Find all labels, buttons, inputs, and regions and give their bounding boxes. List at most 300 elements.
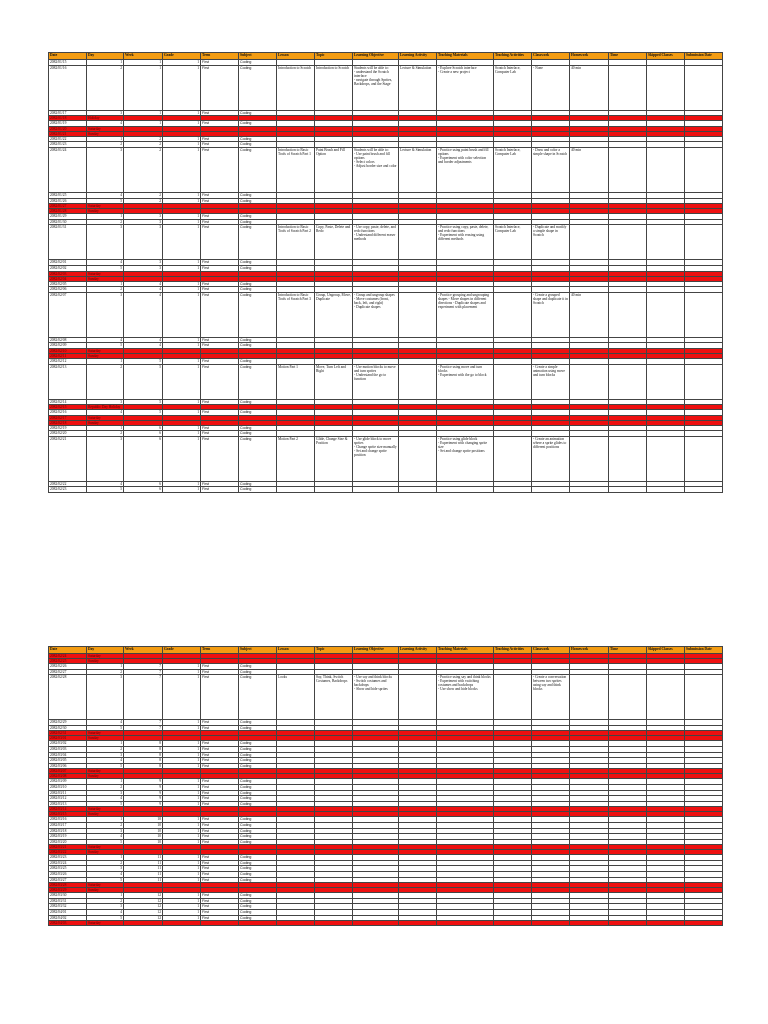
table-cell[interactable]: 6 <box>124 431 163 437</box>
table-cell[interactable]: 2082/02/07 <box>49 292 87 337</box>
table-cell[interactable]: - Practice using copy, paste, delete, and redo functions - Experiment with erasing using different methods <box>437 225 494 260</box>
table-cell[interactable]: First <box>201 265 239 271</box>
column-header[interactable]: Subject <box>239 53 277 60</box>
table-cell[interactable]: 2 <box>87 784 124 790</box>
table-cell[interactable]: 2082/02/21 <box>49 436 87 481</box>
table-cell[interactable]: First <box>201 343 239 349</box>
table-cell[interactable]: 4 <box>87 758 124 764</box>
table-cell[interactable]: 2082/02/02 <box>49 265 87 271</box>
table-cell[interactable]: 4 <box>87 121 124 127</box>
table-cell[interactable]: 3 <box>87 828 124 834</box>
table-cell[interactable] <box>570 487 609 493</box>
table-cell[interactable]: 7 <box>124 669 163 675</box>
table-cell[interactable]: Lecture & Simulation <box>399 147 437 192</box>
table-cell[interactable]: First <box>201 110 239 116</box>
table-cell[interactable]: Coding <box>239 822 277 828</box>
table-cell[interactable]: Coding <box>239 147 277 192</box>
table-cell[interactable]: First <box>201 746 239 752</box>
table-cell[interactable]: Looks <box>277 675 315 720</box>
table-cell[interactable]: 1 <box>163 287 201 293</box>
table-cell[interactable]: 1 <box>87 817 124 823</box>
table-cell[interactable]: Coding <box>239 746 277 752</box>
table-cell[interactable]: Coding <box>239 796 277 802</box>
table-cell[interactable]: 2082/02/08 <box>49 337 87 343</box>
column-header[interactable]: Submission Date <box>685 647 723 654</box>
table-cell[interactable]: 2082/02/14 <box>49 399 87 405</box>
table-cell[interactable]: Students will be able to: - Use paint brush and fill options - Select colors - Adjust border size and color <box>353 147 399 192</box>
table-cell[interactable] <box>163 921 201 926</box>
table-cell[interactable]: 1 <box>87 664 124 670</box>
table-cell[interactable]: First <box>201 481 239 487</box>
table-cell[interactable]: Scratch Interface, Computer Lab <box>494 65 532 110</box>
table-cell[interactable]: 2082/01/25 <box>49 192 87 198</box>
table-cell[interactable]: Coding <box>239 877 277 883</box>
table-cell[interactable]: 2082/01/21 <box>49 131 87 136</box>
table-cell[interactable]: 4 <box>87 481 124 487</box>
table-cell[interactable]: Sunday <box>87 888 124 893</box>
table-cell[interactable]: 2082/02/06 <box>49 287 87 293</box>
table-cell[interactable] <box>647 292 685 337</box>
table-cell[interactable]: First <box>201 260 239 266</box>
table-cell[interactable]: 12 <box>124 893 163 899</box>
table-cell[interactable]: Coding <box>239 675 277 720</box>
table-cell[interactable]: 40 min <box>570 65 609 110</box>
table-cell[interactable]: Coding <box>239 915 277 921</box>
table-cell[interactable] <box>609 675 647 720</box>
table-cell[interactable]: Scratch Interface, Computer Lab <box>494 225 532 260</box>
table-cell[interactable]: - Use say and think blocks - Switch costumes and backdrops - Show and hide sprites <box>353 675 399 720</box>
table-cell[interactable]: 4 <box>87 192 124 198</box>
table-cell[interactable] <box>609 292 647 337</box>
column-header[interactable]: Teaching Materials <box>437 647 494 654</box>
table-cell[interactable]: 2082/02/30 <box>49 725 87 731</box>
table-cell[interactable]: 4 <box>124 287 163 293</box>
table-cell[interactable] <box>685 225 723 260</box>
table-cell[interactable]: Coding <box>239 265 277 271</box>
table-cell[interactable]: 2082/02/03 <box>49 271 87 276</box>
table-cell[interactable]: 1 <box>163 904 201 910</box>
table-cell[interactable]: First <box>201 431 239 437</box>
table-cell[interactable]: 9 <box>124 796 163 802</box>
column-header[interactable]: Grade <box>163 647 201 654</box>
table-cell[interactable]: Coding <box>239 192 277 198</box>
table-cell[interactable]: 5 <box>124 410 163 416</box>
table-cell[interactable]: 1 <box>163 828 201 834</box>
table-cell[interactable]: 2082/03/05 <box>49 758 87 764</box>
table-cell[interactable]: Coding <box>239 436 277 481</box>
table-cell[interactable]: Saturday <box>87 883 124 888</box>
table-cell[interactable] <box>399 675 437 720</box>
table-cell[interactable]: 3 <box>87 866 124 872</box>
table-cell[interactable]: Coding <box>239 60 277 66</box>
table-cell[interactable]: 2082/03/07 <box>49 769 87 774</box>
table-cell[interactable]: 2082/01/15 <box>49 60 87 66</box>
column-header[interactable]: Day <box>87 53 124 60</box>
table-cell[interactable]: Coding <box>239 904 277 910</box>
table-cell[interactable]: 2082/03/22 <box>49 850 87 855</box>
table-cell[interactable]: 2082/02/29 <box>49 720 87 726</box>
table-cell[interactable]: 1 <box>87 358 124 364</box>
table-cell[interactable]: Coding <box>239 214 277 220</box>
table-cell[interactable] <box>399 292 437 337</box>
column-header[interactable]: Week <box>124 647 163 654</box>
table-cell[interactable]: Scratch Interface, Computer Lab <box>494 147 532 192</box>
table-cell[interactable]: Coding <box>239 779 277 785</box>
table-cell[interactable]: 1 <box>163 898 201 904</box>
table-cell[interactable]: 2082/03/26 <box>49 872 87 878</box>
table-cell[interactable]: First <box>201 839 239 845</box>
table-cell[interactable]: 12 <box>124 910 163 916</box>
table-cell[interactable]: 2082/02/16 <box>49 410 87 416</box>
column-header[interactable]: Day <box>87 647 124 654</box>
table-cell[interactable]: Sunday <box>87 209 124 214</box>
column-header[interactable]: Lesson <box>277 53 315 60</box>
table-cell[interactable]: First <box>201 910 239 916</box>
table-cell[interactable] <box>685 487 723 493</box>
table-cell[interactable]: First <box>201 675 239 720</box>
table-cell[interactable] <box>437 487 494 493</box>
table-cell[interactable]: 1 <box>163 839 201 845</box>
table-cell[interactable]: Coding <box>239 481 277 487</box>
table-cell[interactable]: Coding <box>239 866 277 872</box>
table-cell[interactable]: Coding <box>239 225 277 260</box>
table-cell[interactable]: 1 <box>163 866 201 872</box>
table-cell[interactable]: 1 <box>163 410 201 416</box>
table-cell[interactable]: 4 <box>87 260 124 266</box>
table-cell[interactable]: 1 <box>163 281 201 287</box>
table-cell[interactable]: 1 <box>163 669 201 675</box>
table-cell[interactable]: Coding <box>239 758 277 764</box>
table-cell[interactable]: 1 <box>87 214 124 220</box>
column-header[interactable]: Submission Date <box>685 53 723 60</box>
table-cell[interactable]: Coding <box>239 364 277 399</box>
table-cell[interactable] <box>685 436 723 481</box>
table-cell[interactable]: 1 <box>163 790 201 796</box>
table-cell[interactable] <box>277 487 315 493</box>
table-cell[interactable]: 10 <box>124 834 163 840</box>
table-cell[interactable]: Coding <box>239 784 277 790</box>
table-cell[interactable]: First <box>201 664 239 670</box>
table-cell[interactable]: First <box>201 147 239 192</box>
table-cell[interactable]: Motion Part 1 <box>277 364 315 399</box>
table-cell[interactable]: 2082/03/02 <box>49 741 87 747</box>
table-cell[interactable]: 2082/02/11 <box>49 353 87 358</box>
table-cell[interactable]: 2082/02/23 <box>49 487 87 493</box>
table-cell[interactable]: 1 <box>163 893 201 899</box>
column-header[interactable]: Term <box>201 53 239 60</box>
table-cell[interactable] <box>570 921 609 926</box>
table-cell[interactable]: 2 <box>124 142 163 148</box>
table-cell[interactable]: Sunday <box>87 131 124 136</box>
table-cell[interactable]: Coding <box>239 855 277 861</box>
column-header[interactable]: Classwork <box>532 647 570 654</box>
table-cell[interactable] <box>647 147 685 192</box>
table-cell[interactable]: - Practice using move and turn blocks - Experiment with the go to block <box>437 364 494 399</box>
table-cell[interactable] <box>609 921 647 926</box>
table-cell[interactable]: 4 <box>124 343 163 349</box>
table-cell[interactable]: 1 <box>163 834 201 840</box>
table-cell[interactable]: 4 <box>124 337 163 343</box>
table-cell[interactable]: First <box>201 720 239 726</box>
table-cell[interactable] <box>647 487 685 493</box>
table-cell[interactable] <box>609 225 647 260</box>
table-cell[interactable]: 40 min <box>570 147 609 192</box>
table-cell[interactable]: 5 <box>87 801 124 807</box>
table-cell[interactable]: - Create an animation where a sprite glides to different positions <box>532 436 570 481</box>
table-cell[interactable]: 1 <box>163 431 201 437</box>
table-cell[interactable]: 11 <box>124 855 163 861</box>
table-cell[interactable]: 1 <box>124 60 163 66</box>
table-cell[interactable]: Saturday <box>87 807 124 812</box>
table-cell[interactable]: 2082/02/20 <box>49 431 87 437</box>
table-cell[interactable]: Coding <box>239 136 277 142</box>
table-cell[interactable]: 7 <box>124 725 163 731</box>
table-cell[interactable]: 2 <box>124 198 163 204</box>
table-cell[interactable]: 1 <box>163 399 201 405</box>
table-cell[interactable]: First <box>201 198 239 204</box>
table-cell[interactable]: 2082/02/28 <box>49 675 87 720</box>
table-cell[interactable]: 1 <box>87 779 124 785</box>
table-cell[interactable]: 5 <box>124 358 163 364</box>
table-cell[interactable]: 1 <box>163 292 201 337</box>
table-cell[interactable]: Coding <box>239 669 277 675</box>
table-cell[interactable]: 3 <box>87 147 124 192</box>
table-cell[interactable]: Coding <box>239 828 277 834</box>
table-cell[interactable]: 2082/01/27 <box>49 204 87 209</box>
table-cell[interactable]: 1 <box>163 784 201 790</box>
table-cell[interactable] <box>494 436 532 481</box>
table-cell[interactable]: 6 <box>124 436 163 481</box>
table-cell[interactable]: 4 <box>87 872 124 878</box>
column-header[interactable]: Skipped Classes <box>647 647 685 654</box>
table-cell[interactable]: - Explore Scratch interface - Create a new project <box>437 65 494 110</box>
table-cell[interactable]: Group, Ungroup, Move, Duplicate <box>315 292 353 337</box>
table-cell[interactable]: 1 <box>163 910 201 916</box>
table-cell[interactable]: 5 <box>87 487 124 493</box>
column-header[interactable]: Homework <box>570 53 609 60</box>
table-cell[interactable]: 6 <box>124 425 163 431</box>
table-cell[interactable] <box>315 487 353 493</box>
table-cell[interactable]: Saturday <box>87 654 124 659</box>
table-cell[interactable]: Coding <box>239 790 277 796</box>
table-cell[interactable]: 8 <box>124 741 163 747</box>
table-cell[interactable] <box>315 921 353 926</box>
table-cell[interactable]: First <box>201 287 239 293</box>
table-cell[interactable] <box>570 436 609 481</box>
table-cell[interactable] <box>647 675 685 720</box>
table-cell[interactable]: Coding <box>239 281 277 287</box>
table-cell[interactable]: 11 <box>124 877 163 883</box>
table-cell[interactable]: 3 <box>87 752 124 758</box>
table-cell[interactable] <box>277 921 315 926</box>
table-cell[interactable]: 1 <box>163 675 201 720</box>
table-cell[interactable]: Coding <box>239 65 277 110</box>
table-cell[interactable]: - Practice using paint brush and fill options - Experiment with color selection and border adjustments <box>437 147 494 192</box>
table-cell[interactable]: First <box>201 487 239 493</box>
table-cell[interactable]: Coding <box>239 198 277 204</box>
table-cell[interactable] <box>609 364 647 399</box>
table-cell[interactable] <box>570 675 609 720</box>
table-cell[interactable]: 2 <box>124 147 163 192</box>
table-cell[interactable]: - Group and ungroup shapes - Move costumes (front, back, left, and right) - Duplicate shapes <box>353 292 399 337</box>
table-cell[interactable]: 1 <box>163 741 201 747</box>
table-cell[interactable]: 12 <box>124 904 163 910</box>
column-header[interactable]: Learning Objective <box>353 647 399 654</box>
table-cell[interactable]: 2082/02/01 <box>49 260 87 266</box>
table-cell[interactable]: First <box>201 337 239 343</box>
table-cell[interactable]: 1 <box>163 860 201 866</box>
table-cell[interactable]: Coding <box>239 121 277 127</box>
table-cell[interactable]: 1 <box>163 487 201 493</box>
table-cell[interactable]: Republic Day Holiday <box>87 405 124 410</box>
table-cell[interactable]: - Use glide block to move sprites - Change sprite size manually - Set and change sprite position <box>353 436 399 481</box>
table-cell[interactable]: 40 min <box>570 292 609 337</box>
table-cell[interactable]: Coding <box>239 752 277 758</box>
table-cell[interactable]: 1 <box>87 855 124 861</box>
table-cell[interactable] <box>201 921 239 926</box>
table-cell[interactable]: First <box>201 121 239 127</box>
table-cell[interactable]: Coding <box>239 893 277 899</box>
table-cell[interactable]: Paint Brush and Fill Option <box>315 147 353 192</box>
table-cell[interactable] <box>647 225 685 260</box>
table-cell[interactable]: 1 <box>163 758 201 764</box>
table-cell[interactable]: First <box>201 725 239 731</box>
table-cell[interactable]: Coding <box>239 487 277 493</box>
table-cell[interactable]: 7 <box>124 664 163 670</box>
table-cell[interactable]: 2082/01/16 <box>49 65 87 110</box>
table-cell[interactable]: 4 <box>87 337 124 343</box>
table-cell[interactable]: 2082/02/05 <box>49 281 87 287</box>
table-cell[interactable]: 2 <box>87 219 124 225</box>
table-cell[interactable]: First <box>201 292 239 337</box>
table-cell[interactable]: Coding <box>239 664 277 670</box>
table-cell[interactable]: 1 <box>163 110 201 116</box>
table-cell[interactable]: 2082/03/15 <box>49 812 87 817</box>
table-cell[interactable]: 2082/02/12 <box>49 358 87 364</box>
table-cell[interactable]: 2082/01/30 <box>49 219 87 225</box>
table-cell[interactable]: 10 <box>124 822 163 828</box>
table-cell[interactable] <box>685 364 723 399</box>
column-header[interactable]: Topic <box>315 647 353 654</box>
table-cell[interactable]: - Duplicate and modify a simple shape in Scratch <box>532 225 570 260</box>
table-cell[interactable]: 2082/03/06 <box>49 763 87 769</box>
table-cell[interactable] <box>494 292 532 337</box>
table-cell[interactable]: First <box>201 669 239 675</box>
table-cell[interactable]: 1 <box>87 741 124 747</box>
table-cell[interactable]: 2082/03/18 <box>49 828 87 834</box>
table-cell[interactable]: 2082/03/19 <box>49 834 87 840</box>
table-cell[interactable]: 1 <box>163 746 201 752</box>
table-cell[interactable]: 2082/02/24 <box>49 654 87 659</box>
table-cell[interactable]: Sunday <box>87 812 124 817</box>
table-cell[interactable]: 2 <box>87 822 124 828</box>
table-cell[interactable]: 9 <box>124 784 163 790</box>
table-cell[interactable]: 2082/02/13 <box>49 364 87 399</box>
table-cell[interactable] <box>494 921 532 926</box>
table-cell[interactable]: 11 <box>124 860 163 866</box>
table-cell[interactable] <box>609 487 647 493</box>
table-cell[interactable] <box>399 364 437 399</box>
column-header[interactable]: Time <box>609 647 647 654</box>
table-cell[interactable] <box>647 364 685 399</box>
table-cell[interactable]: Say, Think, Switch Costumes, Backdrops <box>315 675 353 720</box>
table-cell[interactable]: 2082/03/32 <box>49 904 87 910</box>
table-cell[interactable]: 1 <box>163 801 201 807</box>
table-cell[interactable]: 2 <box>87 860 124 866</box>
table-cell[interactable]: Saturday <box>87 415 124 420</box>
table-cell[interactable]: Sunday <box>87 659 124 664</box>
table-cell[interactable]: 2082/02/22 <box>49 481 87 487</box>
table-cell[interactable]: First <box>201 866 239 872</box>
column-header[interactable]: Term <box>201 647 239 654</box>
table-cell[interactable]: 2082/03/16 <box>49 817 87 823</box>
table-cell[interactable]: 5 <box>124 364 163 399</box>
table-cell[interactable]: Coding <box>239 839 277 845</box>
table-cell[interactable] <box>399 436 437 481</box>
table-cell[interactable]: 2082/03/24 <box>49 860 87 866</box>
table-cell[interactable]: 9 <box>124 779 163 785</box>
table-cell[interactable]: 1 <box>163 763 201 769</box>
table-cell[interactable]: 3 <box>87 790 124 796</box>
table-cell[interactable]: Coding <box>239 142 277 148</box>
table-cell[interactable]: 1 <box>163 147 201 192</box>
table-cell[interactable]: - Create a simple animation using move and turn blocks <box>532 364 570 399</box>
table-cell[interactable]: 1 <box>124 110 163 116</box>
table-cell[interactable]: Saturday <box>87 921 124 926</box>
table-cell[interactable]: 12 <box>124 915 163 921</box>
table-cell[interactable]: 2082/01/22 <box>49 136 87 142</box>
table-cell[interactable]: 3 <box>87 110 124 116</box>
table-cell[interactable] <box>609 65 647 110</box>
table-cell[interactable]: 2082/03/12 <box>49 796 87 802</box>
table-cell[interactable]: 10 <box>124 828 163 834</box>
table-cell[interactable]: Sunday <box>87 420 124 425</box>
table-cell[interactable]: 2082/01/31 <box>49 225 87 260</box>
table-cell[interactable]: 1 <box>163 225 201 260</box>
table-cell[interactable]: First <box>201 410 239 416</box>
table-cell[interactable]: 1 <box>124 121 163 127</box>
table-cell[interactable]: - Practice using glide block - Experiment with changing sprite size - Set and change sprite positions <box>437 436 494 481</box>
table-cell[interactable]: 1 <box>163 664 201 670</box>
table-cell[interactable]: Saturday <box>87 204 124 209</box>
table-cell[interactable]: 2082/03/01 <box>49 736 87 741</box>
table-cell[interactable] <box>685 65 723 110</box>
table-cell[interactable]: First <box>201 790 239 796</box>
table-cell[interactable]: Coding <box>239 337 277 343</box>
table-cell[interactable]: 4 <box>87 834 124 840</box>
table-cell[interactable]: 2082/03/25 <box>49 866 87 872</box>
table-cell[interactable]: 2082/02/04 <box>49 276 87 281</box>
table-cell[interactable]: First <box>201 425 239 431</box>
table-cell[interactable]: Coding <box>239 801 277 807</box>
table-cell[interactable]: 2 <box>87 287 124 293</box>
table-cell[interactable]: 6 <box>124 481 163 487</box>
table-cell[interactable]: 2 <box>87 142 124 148</box>
table-cell[interactable]: - Practice grouping and ungrouping shapes - Move shapes in different directions - Duplicate shapes and experiment with placement <box>437 292 494 337</box>
table-cell[interactable]: Introduction to Basic Tools of Scratch Part 3 <box>277 292 315 337</box>
table-cell[interactable]: First <box>201 364 239 399</box>
table-cell[interactable]: 2082/03/08 <box>49 774 87 779</box>
table-cell[interactable]: 12 <box>124 898 163 904</box>
table-cell[interactable]: 1 <box>163 192 201 198</box>
table-cell[interactable]: First <box>201 877 239 883</box>
table-cell[interactable]: 1 <box>163 364 201 399</box>
table-cell[interactable]: 10 <box>124 839 163 845</box>
table-cell[interactable]: 1 <box>163 720 201 726</box>
table-cell[interactable] <box>494 364 532 399</box>
table-cell[interactable]: 1 <box>163 358 201 364</box>
table-cell[interactable]: 1 <box>163 214 201 220</box>
